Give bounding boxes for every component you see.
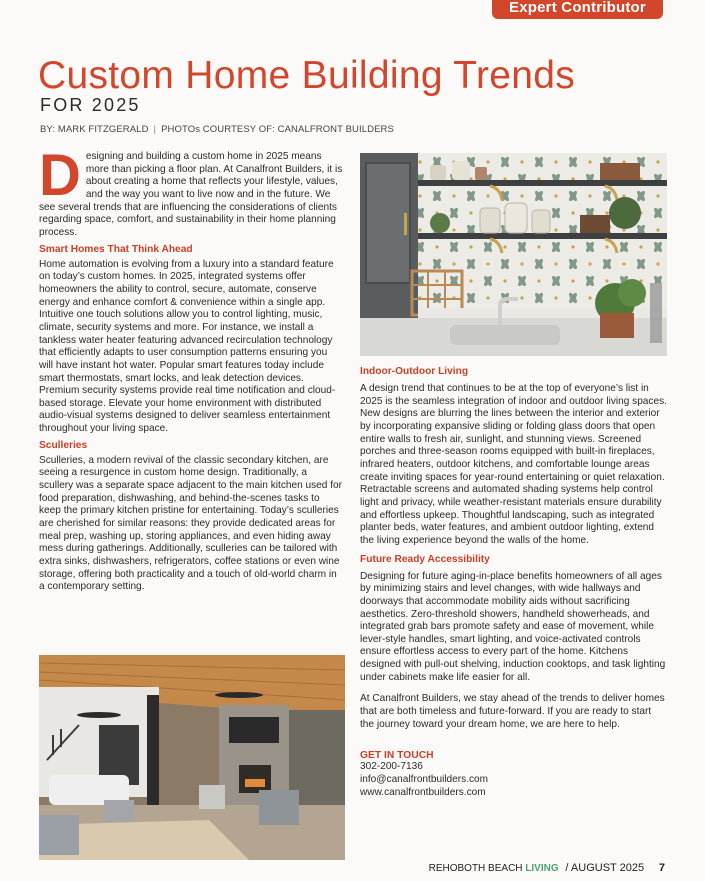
page-footer [429,862,665,874]
section-accessibility [360,553,667,685]
intro-text: esigning and building a custom home in 2025 means more than picking a floor plan. At Canalfront Builders, it is about creating a home that reflects your lifestyle, values, and the way you want to live now and in the future. We see several trends that are influencing the considerations of clients regarding space, comfort, and sustainability in their home planning process. [39,151,343,238]
page-number: 7 [658,862,665,874]
left-column [39,143,344,594]
section-body: Designing for future aging-in-place benefits homeowners of all ages by minimizing stairs and level changes, with wide hallways and doorways that accommodate mobility aids without sacrificing aesthetics. Zero-threshold showers, handheld showerheads, and integrated grab bars promote safety and ease of movement, while lever-style handles, smart lighting, and voice-activated controls ensure effortless access to every part of the home. Kitchens designed with pull-out shelving, induction cooktops, and task lighting under cabinets make life easier for all. [360,570,666,683]
scullery-kitchen-photo [360,153,667,356]
section-body: Sculleries, a modern revival of the classic secondary kitchen, are seeing a resurgence in custom home design. Traditionally, a scullery was a separate space adjacent to the main kitchen used for food preparation, dishwashing, and behind-the-scenes tasks to keep the primary kitchen pristine for entertaining. Today’s sculleries are cherished for similar reasons: they provide dedicated areas for meal prep, washing up, storing appliances, and even hiding away mess during gatherings. Additionally, sculleries can be tailored with extra sinks, dishwashers, refrigerators, coffee stations or even wine storage, offering both practicality and a touch of old-world charm in a contemporary setting. [39,454,342,593]
right-column [360,365,667,799]
section-body: Home automation is evolving from a luxury into a standard feature on today’s custom homes. In 2025, integrated systems offer homeowners the ability to control, secure, automate, conserve energy and enhance comfort & convenience within a single app. Intuitive one touch solutions allow you to control lighting, music, climate, security systems and more. For instance, we install a tankless water heater featuring advanced recirculation technology that efficiently adapts to user consumption patterns ensuring you will have instant hot water. Popular smart features today include smart thermostats, smart locks, and leak detection devices. Premium security systems provide real time notification and cloud-based storage. Elevate your home environment with distributed audio-visual systems designed to deliver seamless entertainment throughout your living space. [39,258,336,435]
expert-contributor-badge: Expert Contributor [492,0,663,19]
section-body: A design trend that continues to be at the top of everyone’s list in 2025 is the seamless integration of indoor and outdoor living spaces. New designs are blurring the lines between the interior and exterior by incorporating expansive sliding or folding glass doors that open entire walls to fresh air, sunlight, and stunning views. Screened porches and three-season rooms equipped with built-in fireplaces, infrared heaters, outdoor kitchens, and comfortable lounge areas create inviting spaces for year-round entertaining or quiet relaxation. Retractable screens and automated shading systems help control light and privacy, while weather-resistant materials ensure durability and effortless upkeep. Thoughtful landscaping, such as integrated planter beds, water features, and ambient outdoor lighting, extend the living experience beyond the walls of the home. [360,383,667,546]
article-title: Custom Home Building Trends [38,54,575,97]
drop-cap: D [39,143,81,208]
section-heading: Sculleries [39,439,88,451]
section-sculleries [39,439,344,594]
contact-website[interactable]: www.canalfrontbuilders.com [360,786,486,798]
contact-email[interactable]: info@canalfrontbuilders.com [360,774,489,785]
issue-date: / AUGUST 2025 [565,862,645,874]
section-heading: Future Ready Accessibility [360,553,490,565]
publication-name: REHOBOTH BEACH [428,863,526,874]
section-heading: Smart Homes That Think Ahead [39,243,193,255]
publication-living: LIVING [525,863,559,874]
byline-author: BY: MARK FITZGERALD [40,124,149,135]
contact-heading: GET IN TOUCH [360,750,434,762]
section-indoor-outdoor [360,365,667,548]
scullery-kitchen-illustration [360,153,667,356]
section-smart-homes [39,243,344,436]
screened-porch-photo [39,655,345,860]
contact-phone[interactable]: 302-200-7136 [360,761,423,773]
byline-photo-credit: PHOTOs COURTESY OF: CANALFRONT BUILDERS [161,124,394,135]
byline [40,124,394,135]
screened-porch-illustration [39,655,345,860]
byline-separator: | [153,124,157,135]
closing-paragraph: At Canalfront Builders, we stay ahead of the trends to deliver homes that are both timeless and future-forward. If you are ready to start the journey toward your dream home, we are here to help. [360,693,665,730]
intro-paragraph [39,143,344,240]
section-heading: Indoor-Outdoor Living [360,366,469,377]
article-subtitle: FOR 2025 [40,95,141,115]
